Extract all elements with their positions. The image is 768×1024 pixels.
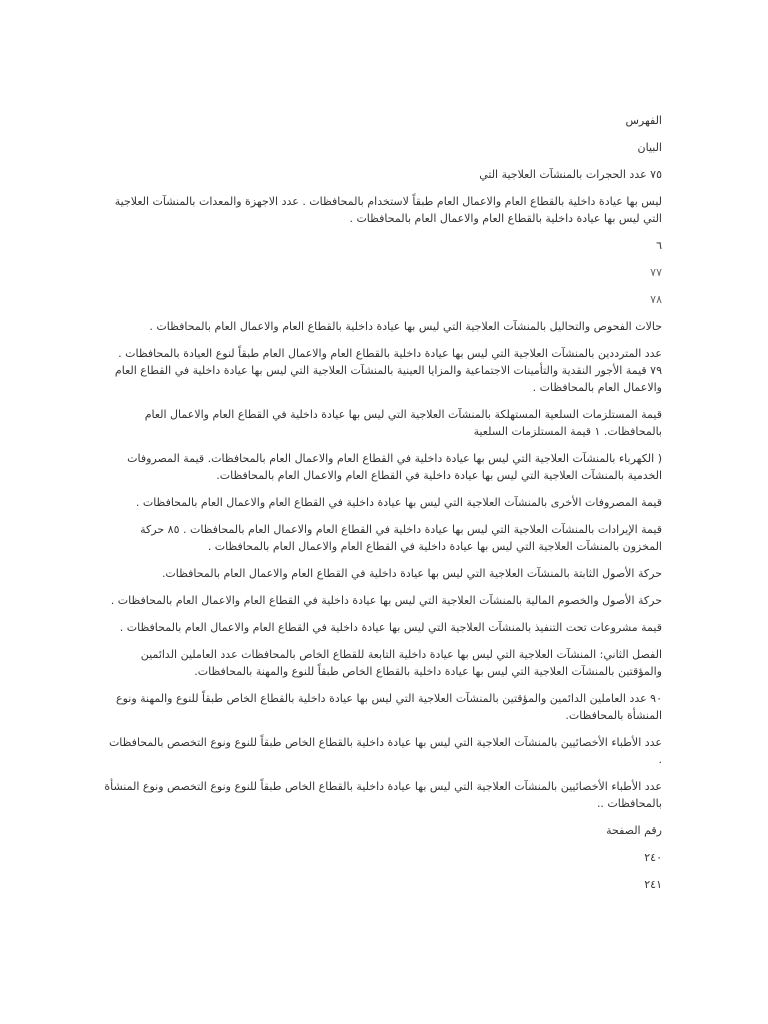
page-number: ٢٤٠	[644, 851, 662, 864]
index-entry: قيمة المصروفات الأخرى بالمنشآت العلاجية التي ليس بها عيادة داخلية في القطاع العام والاعمال العام بالمحافظات .	[135, 496, 662, 509]
index-entry: ليس بها عيادة داخلية بالقطاع العام والاعمال العام طبقاً لاستخدام بالمحافظات . عدد الاجهزة والمعدات بالمنشآت العلاجية التي ليس بها عيادة داخلية بالقطاع العام والاعمال العام بالمحافظات .	[114, 195, 662, 225]
index-entry: عدد المترددين بالمنشآت العلاجية التي ليس بها عيادة داخلية بالقطاع العام والاعمال العام طبقاً لنوع العيادة بالمحافظات . ٧٩ قيمة الأجور النقدية والتأمينات الاجتماعية والمزايا العينية بالمنشآت العلاجية التي ليس بها عيادة داخلية في القطاع العام والاعمال العام بالمحافظات .	[114, 347, 662, 394]
document-page	[104, 112, 662, 903]
index-entry: قيمة مشروعات تحت التنفيذ بالمنشآت العلاجية التي ليس بها عيادة داخلية في القطاع العام والاعمال العام بالمحافظات .	[119, 621, 662, 634]
index-entry: عدد الأطباء الأخصائيين بالمنشآت العلاجية التي ليس بها عيادة داخلية بالقطاع الخاص طبقاً للنوع ونوع التخصص ونوع المنشأة بالمحافظات ..	[104, 780, 662, 810]
page-number-heading: رقم الصفحة	[606, 824, 662, 837]
index-entry: حركة الأصول والخصوم المالية بالمنشآت العلاجية التي ليس بها عيادة داخلية في القطاع العام والاعمال العام بالمحافظات .	[110, 594, 662, 607]
page-number: ٢٤١	[644, 878, 662, 891]
index-entry: حركة الأصول الثابتة بالمنشآت العلاجية التي ليس بها عيادة داخلية في القطاع العام والاعمال العام بالمحافظات.	[161, 567, 662, 580]
page-number: ٧٨	[650, 293, 662, 306]
index-entry: قيمة الإيرادات بالمنشآت العلاجية التي ليس بها عيادة داخلية في القطاع العام والاعمال العام بالمحافظات . ٨٥ حركة المخزون بالمنشآت العلاجية التي ليس بها عيادة داخلية في القطاع العام والاعمال العام بالمحافظات .	[140, 523, 662, 553]
page-number: ٧٧	[650, 266, 662, 279]
index-entry: قيمة المستلزمات السلعية المستهلكة بالمنشآت العلاجية التي ليس بها عيادة داخلية في القطاع العام والاعمال العام بالمحافظات. ١ قيمة المستلزمات السلعية	[144, 408, 662, 438]
page-number: ٦	[656, 239, 662, 252]
index-entry: عدد الأطباء الأخصائيين بالمنشآت العلاجية التي ليس بها عيادة داخلية بالقطاع الخاص طبقاً للنوع ونوع التخصص بالمحافظات .	[108, 736, 662, 766]
statement-heading: البيان	[637, 141, 662, 154]
index-heading: الفهرس	[625, 114, 662, 127]
index-entry: الفصل الثاني: المنشآت العلاجية التي ليس بها عيادة داخلية التابعة للقطاع الخاص بالمحافظات عدد العاملين الدائمين والمؤقتين بالمنشآت العلاجية التي ليس بها عيادة داخلية بالقطاع الخاص طبقاً للنوع والمهنة بالمحافظات.	[140, 648, 662, 678]
index-entry: ( الكهرباء بالمنشآت العلاجية التي ليس بها عيادة داخلية في القطاع العام والاعمال العام بالمحافظات. قيمة المصروفات الخدمية بالمنشآت العلاجية التي ليس بها عيادة داخلية في القطاع العام والاعمال العام بالمحافظات.	[127, 452, 662, 482]
index-entry: ٩٠ عدد العاملين الدائمين والمؤقتين بالمنشآت العلاجية التي ليس بها عيادة داخلية بالقطاع الخاص طبقاً للنوع والمهنة ونوع المنشأة بالمحافظات.	[116, 692, 662, 722]
index-entry: حالات الفحوص والتحاليل بالمنشآت العلاجية التي ليس بها عيادة داخلية بالقطاع العام والاعمال العام بالمحافظات .	[149, 320, 662, 333]
index-entry: ٧٥ عدد الحجرات بالمنشآت العلاجية التي	[479, 168, 662, 181]
